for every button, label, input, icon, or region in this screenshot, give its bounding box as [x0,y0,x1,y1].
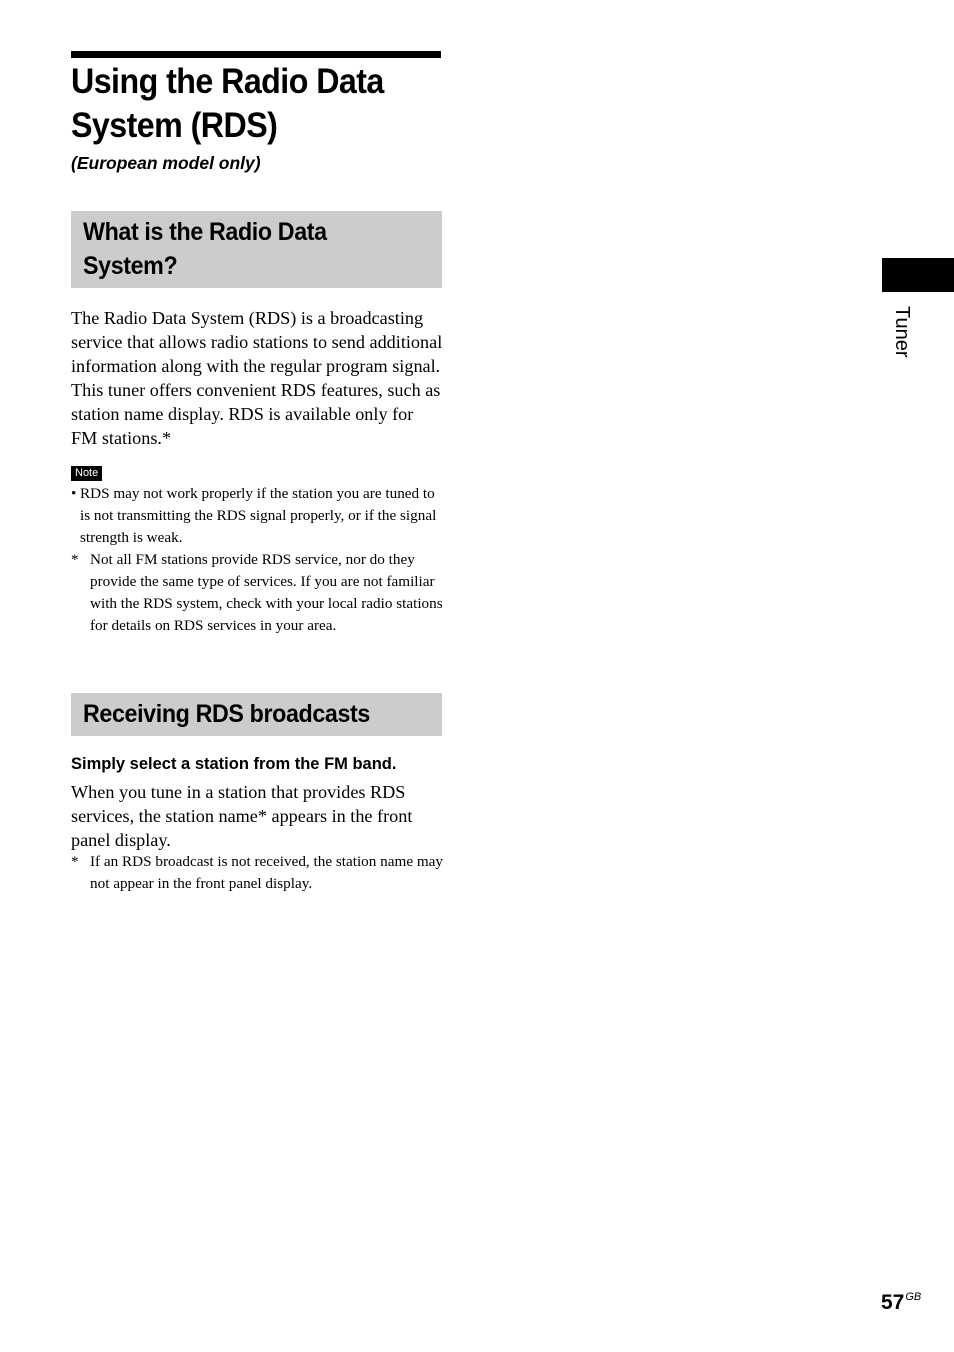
title-rule [71,51,441,58]
page-number-suffix: GB [905,1291,922,1303]
bullet-mark: • [71,485,77,502]
note-bullet-text: RDS may not work properly if the station you are tuned to is not transmitting the RDS signal properly, or if the signal strength is weak. [80,485,437,546]
footnote-mark-2: * [71,853,79,870]
section-heading-what-is-rds [71,211,442,288]
note-badge: Note [71,466,102,481]
page-title [71,60,421,148]
chapter-tab-marker [882,258,954,292]
section-heading-line1: What is the Radio Data [83,218,327,246]
footnote-text: Not all FM stations provide RDS service, nor do they provide the same type of services. If you are not familiar with the RDS system, check with your local radio stations for details on RDS services in your area. [90,551,443,634]
instruction-step: Simply select a station from the FM band. [71,755,397,773]
page-subtitle: (European model only) [71,153,261,173]
footnote-text-2: If an RDS broadcast is not received, the station name may not appear in the front panel display. [90,853,444,892]
page-number-value: 57 [881,1291,905,1314]
footnote-item-2 [71,851,443,895]
chapter-tab-label: Tuner [891,306,913,358]
rds-description: The Radio Data System (RDS) is a broadcasting service that allows radio stations to send additional information along with the regular program signal. This tuner offers convenient RDS features, such as station name display. RDS is available only for FM stations.* [71,308,443,448]
page-number [881,1284,921,1316]
footnote-item [71,549,443,637]
section-heading-receiving-rds [71,693,442,736]
section-heading-text: Receiving RDS broadcasts [83,700,370,728]
page-title-line1: Using the Radio Data [71,62,384,101]
page-title-line2: System (RDS) [71,106,278,145]
receiving-description: When you tune in a station that provides RDS services, the station name* appears in the front panel display. [71,782,413,850]
footnote-mark: * [71,551,79,568]
section-heading-line2: System? [83,252,178,280]
note-bullet-item [71,483,443,549]
